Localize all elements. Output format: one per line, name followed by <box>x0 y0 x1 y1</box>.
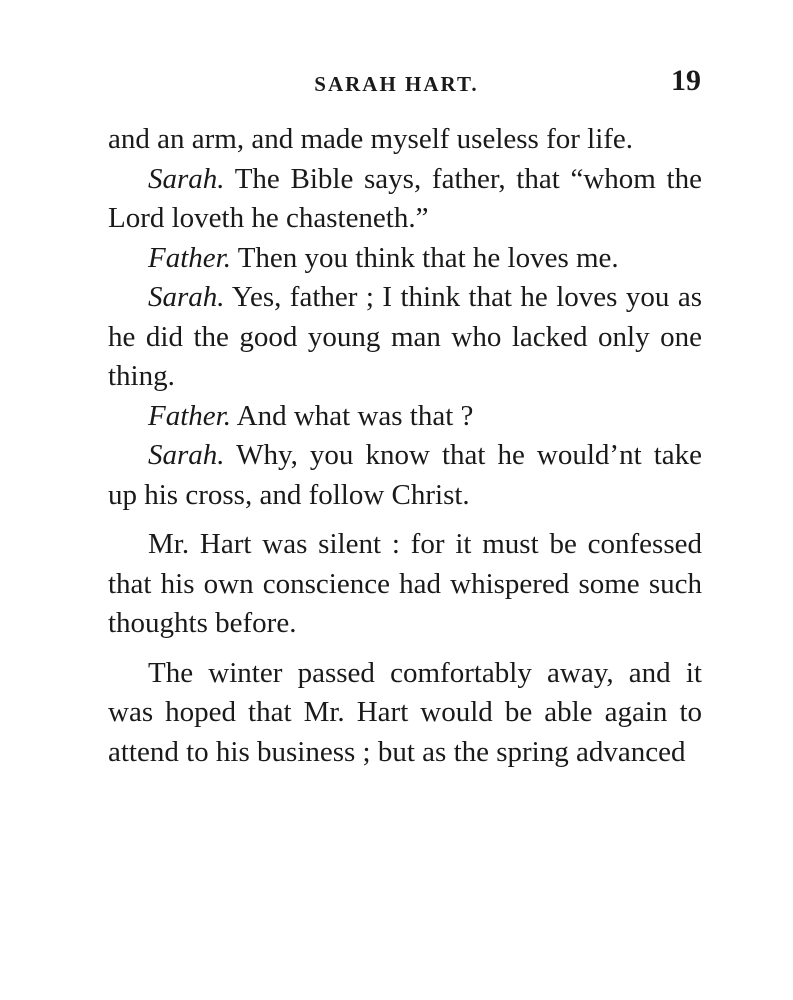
body-text <box>108 120 702 772</box>
dialogue-text: And what was that ? <box>236 399 474 432</box>
paragraph-text: The winter passed comfortably away, and it was hoped that Mr. Hart would be able again to attend to his business ; but as the spring advanced <box>108 656 702 768</box>
speaker-label: Sarah. <box>148 439 225 471</box>
speaker-label: Sarah. <box>148 162 225 195</box>
paragraph-text: and an arm, and made myself useless for life. <box>108 123 634 155</box>
dialogue-line <box>108 160 702 239</box>
narrative-paragraph <box>108 654 702 773</box>
dialogue-line <box>108 436 702 515</box>
speaker-label: Father. <box>148 241 231 274</box>
dialogue-line <box>108 239 702 279</box>
speaker-label: Sarah. <box>148 281 225 313</box>
dialogue-text: The Bible says, father, that “whom the Lord loveth he chasteneth.” <box>108 162 702 234</box>
narrative-paragraph <box>108 525 702 644</box>
paragraph-continuation <box>108 120 702 160</box>
page-number: 19 <box>671 64 701 97</box>
paragraph-text: Mr. Hart was silent : for it must be confessed that his own conscience had whispered some such thoughts before. <box>108 528 702 639</box>
running-title: SARAH HART. <box>314 72 479 96</box>
dialogue-text: Why, you know that he would’nt take up his cross, and follow Christ. <box>108 439 702 511</box>
dialogue-text: Then you think that he loves me. <box>237 241 619 274</box>
dialogue-line <box>108 397 702 437</box>
dialogue-text: Yes, father ; I think that he loves you as he did the good young man who lacked only one thing. <box>108 281 702 392</box>
dialogue-line <box>108 278 702 397</box>
speaker-label: Father. <box>148 399 231 432</box>
